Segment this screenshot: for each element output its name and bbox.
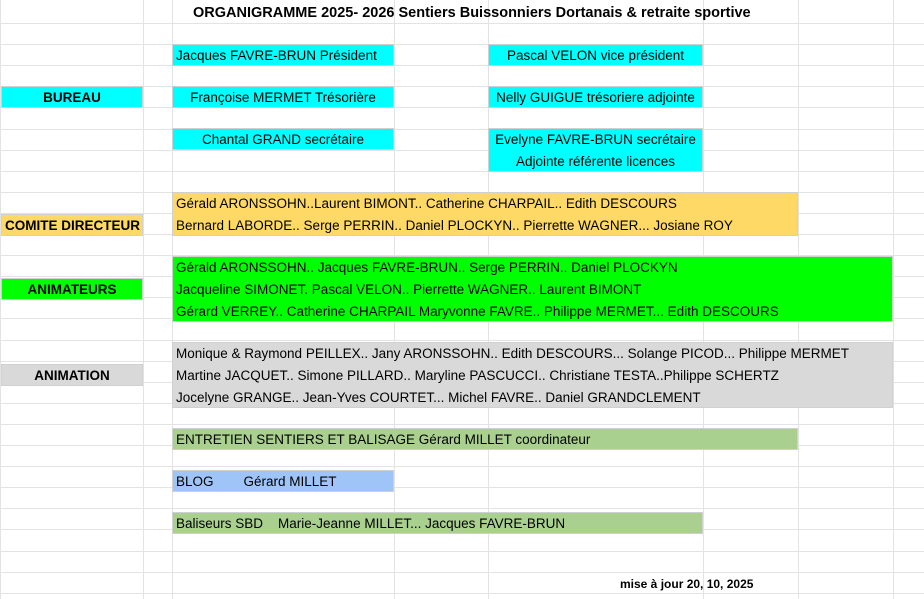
- bureau-secretaire-adjointe[interactable]: [488, 128, 703, 172]
- animateurs-members[interactable]: [172, 256, 893, 322]
- entretien-sentiers[interactable]: ENTRETIEN SENTIERS ET BALISAGE Gérard MILLET coordinateur: [172, 428, 798, 450]
- bureau-vice-president[interactable]: Pascal VELON vice président: [488, 44, 703, 66]
- blog-cell[interactable]: BLOG Gérard MILLET: [172, 470, 394, 492]
- bureau-president[interactable]: Jacques FAVRE-BRUN Président: [172, 44, 394, 66]
- update-date: mise à jour 20, 10, 2025: [620, 577, 754, 591]
- comite-label[interactable]: COMITE DIRECTEUR: [1, 214, 143, 236]
- animateurs-line-3: Gérard VERREY.. Catherine CHARPAIL Maryvonne FAVRE.. Philippe MERMET... Edith DESCOURS: [176, 304, 779, 319]
- secretaire-adjointe-line-1: Evelyne FAVRE-BRUN secrétaire: [495, 132, 696, 147]
- animation-line-1: Monique & Raymond PEILLEX.. Jany ARONSSOHN.. Edith DESCOURS... Solange PICOD... Philippe MERMET: [176, 346, 850, 361]
- animation-label[interactable]: ANIMATION: [1, 364, 143, 386]
- bureau-label[interactable]: BUREAU: [1, 86, 143, 108]
- bureau-tresoriere-adjointe[interactable]: Nelly GUIGUE trésoriere adjointe: [488, 86, 703, 108]
- animation-line-2: Martine JACQUET.. Simone PILLARD.. Maryline PASCUCCI.. Christiane TESTA..Philippe SCHERTZ: [176, 368, 779, 383]
- comite-members[interactable]: [172, 192, 798, 236]
- comite-line-1: Gérald ARONSSOHN..Laurent BIMONT.. Catherine CHARPAIL.. Edith DESCOURS: [176, 196, 677, 211]
- page-title: ORGANIGRAMME 2025- 2026 Sentiers Buissonniers Dortanais & retraite sportive: [193, 5, 751, 21]
- baliseurs-cell[interactable]: Baliseurs SBD Marie-Jeanne MILLET... Jacques FAVRE-BRUN: [172, 512, 703, 534]
- animateurs-label[interactable]: ANIMATEURS: [1, 278, 143, 300]
- animation-line-3: Jocelyne GRANGE.. Jean-Yves COURTET... Michel FAVRE.. Daniel GRANDCLEMENT: [176, 390, 701, 405]
- bureau-secretaire[interactable]: Chantal GRAND secrétaire: [172, 128, 394, 150]
- animateurs-line-1: Gérald ARONSSOHN.. Jacques FAVRE-BRUN.. Serge PERRIN.. Daniel PLOCKYN: [176, 260, 678, 275]
- secretaire-adjointe-line-2: Adjointe référente licences: [515, 154, 676, 169]
- comite-line-2: Bernard LABORDE.. Serge PERRIN.. Daniel PLOCKYN.. Pierrette WAGNER... Josiane ROY: [176, 218, 733, 233]
- animation-members[interactable]: [172, 342, 893, 408]
- animateurs-line-2: Jacqueline SIMONET. Pascal VELON.. Pierrette WAGNER.. Laurent BIMONT: [176, 282, 642, 297]
- bureau-tresoriere[interactable]: Françoise MERMET Trésorière: [172, 86, 394, 108]
